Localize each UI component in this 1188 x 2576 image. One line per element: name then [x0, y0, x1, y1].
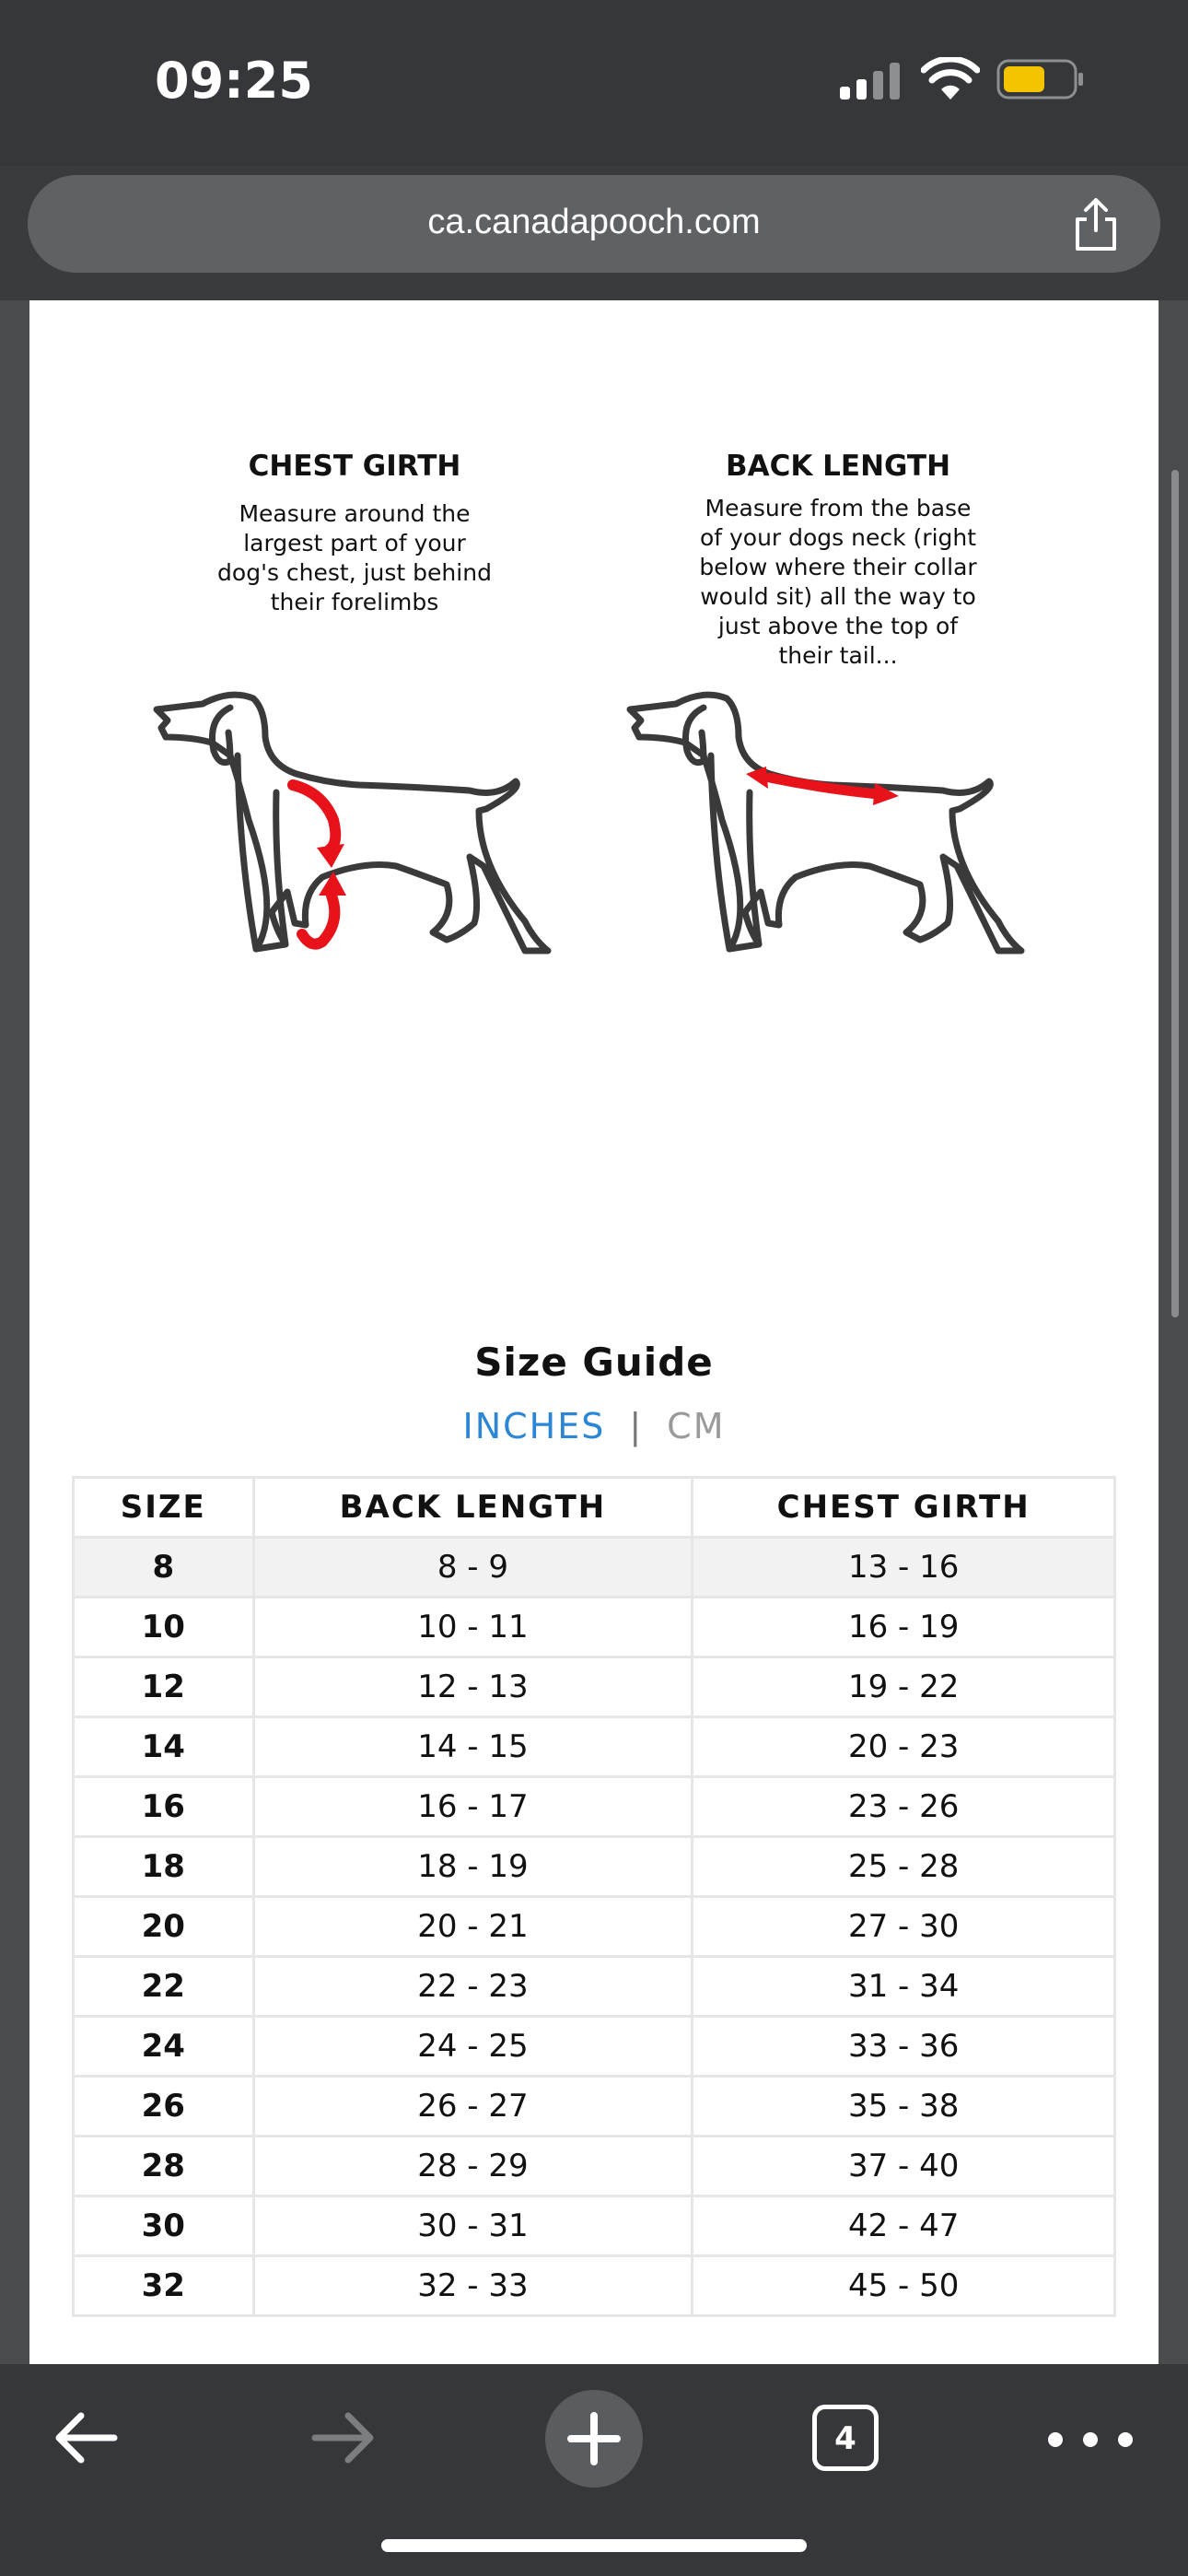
cellular-signal-icon: [840, 63, 903, 100]
chest-girth-cell: 42 - 47: [693, 2196, 1115, 2256]
table-row: [74, 2196, 1115, 2256]
chest-girth-cell: 33 - 36: [693, 2017, 1115, 2077]
back-length-cell: 26 - 27: [253, 2077, 693, 2137]
share-icon[interactable]: [1070, 197, 1122, 252]
size-cell: 22: [74, 1957, 254, 2017]
scrollbar[interactable]: [1171, 470, 1179, 1317]
header-size: SIZE: [74, 1478, 254, 1538]
size-cell: 18: [74, 1837, 254, 1897]
back-length-cell: 32 - 33: [253, 2256, 693, 2316]
size-cell: 28: [74, 2137, 254, 2196]
back-length-cell: 20 - 21: [253, 1897, 693, 1957]
table-row: [74, 2017, 1115, 2077]
chest-girth-cell: 37 - 40: [693, 2137, 1115, 2196]
url-text: ca.canadapooch.com: [427, 203, 761, 241]
size-cell: 26: [74, 2077, 254, 2137]
home-indicator[interactable]: [381, 2539, 807, 2552]
wifi-icon: [921, 57, 980, 100]
dog-back-length-illustration: [611, 682, 1063, 1087]
back-arrow-icon[interactable]: [53, 2408, 122, 2467]
back-length-cell: 16 - 17: [253, 1777, 693, 1837]
size-cell: 12: [74, 1657, 254, 1717]
table-row: [74, 2077, 1115, 2137]
table-row: [74, 1598, 1115, 1657]
chest-girth-description: Measure around the largest part of your dog's chest, just behind their forelimbs: [217, 500, 492, 615]
chest-girth-cell: 27 - 30: [693, 1897, 1115, 1957]
tabs-icon[interactable]: [812, 2405, 879, 2471]
table-header-row: [74, 1478, 1115, 1538]
back-length-cell: 30 - 31: [253, 2196, 693, 2256]
table-row: [74, 2256, 1115, 2316]
size-cell: 16: [74, 1777, 254, 1837]
battery-icon: [996, 59, 1085, 100]
back-length-title: BACK LENGTH: [725, 450, 951, 483]
chest-girth-cell: 35 - 38: [693, 2077, 1115, 2137]
table-row: [74, 1777, 1115, 1837]
table-row: [74, 1657, 1115, 1717]
chest-girth-cell: 31 - 34: [693, 1957, 1115, 2017]
chest-girth-cell: 45 - 50: [693, 2256, 1115, 2316]
chest-girth-cell: 20 - 23: [693, 1717, 1115, 1777]
back-length-cell: 28 - 29: [253, 2137, 693, 2196]
size-cell: 30: [74, 2196, 254, 2256]
forward-arrow-icon[interactable]: [308, 2408, 376, 2467]
chest-girth-cell: 16 - 19: [693, 1598, 1115, 1657]
table-row: [74, 1897, 1115, 1957]
header-back-length: BACK LENGTH: [253, 1478, 693, 1538]
status-time: 09:25: [155, 52, 313, 110]
back-length-cell: 22 - 23: [253, 1957, 693, 2017]
size-cell: 20: [74, 1897, 254, 1957]
plus-icon: [545, 2390, 643, 2488]
size-cell: 14: [74, 1717, 254, 1777]
chest-girth-arrow: [293, 785, 346, 944]
size-cell: 10: [74, 1598, 254, 1657]
status-bar: [0, 0, 1188, 241]
tabs-count: 4: [834, 2420, 856, 2457]
back-length-cell: 12 - 13: [253, 1657, 693, 1717]
chest-girth-cell: 23 - 26: [693, 1777, 1115, 1837]
header-chest-girth: CHEST GIRTH: [693, 1478, 1115, 1538]
table-row: [74, 1837, 1115, 1897]
unit-toggle: [0, 1406, 1188, 1446]
back-length-cell: 10 - 11: [253, 1598, 693, 1657]
unit-cm-option[interactable]: CM: [667, 1406, 726, 1446]
size-guide-title: Size Guide: [474, 1340, 714, 1385]
size-cell: 32: [74, 2256, 254, 2316]
chest-girth-cell: 19 - 22: [693, 1657, 1115, 1717]
table-row: [74, 1717, 1115, 1777]
unit-separator: |: [629, 1406, 644, 1446]
unit-inches-option[interactable]: INCHES: [462, 1406, 606, 1446]
chest-girth-cell: 13 - 16: [693, 1538, 1115, 1598]
size-cell: 8: [74, 1538, 254, 1598]
address-bar[interactable]: [28, 175, 1160, 273]
dog-chest-girth-illustration: [138, 682, 589, 1087]
new-tab-button[interactable]: [545, 2390, 643, 2488]
back-length-cell: 24 - 25: [253, 2017, 693, 2077]
back-length-cell: 14 - 15: [253, 1717, 693, 1777]
more-icon[interactable]: [1044, 2429, 1136, 2451]
back-length-cell: 8 - 9: [253, 1538, 693, 1598]
table-row: [74, 2137, 1115, 2196]
chest-girth-cell: 25 - 28: [693, 1837, 1115, 1897]
size-cell: 24: [74, 2017, 254, 2077]
table-row: [74, 1957, 1115, 2017]
chest-girth-title: CHEST GIRTH: [248, 450, 461, 483]
back-length-description: Measure from the base of your dogs neck (right below where their collar would sit) all the way to just above the top of their tail...: [699, 495, 977, 669]
table-row: [74, 1538, 1115, 1598]
size-table: [72, 1476, 1116, 2317]
back-length-cell: 18 - 19: [253, 1837, 693, 1897]
